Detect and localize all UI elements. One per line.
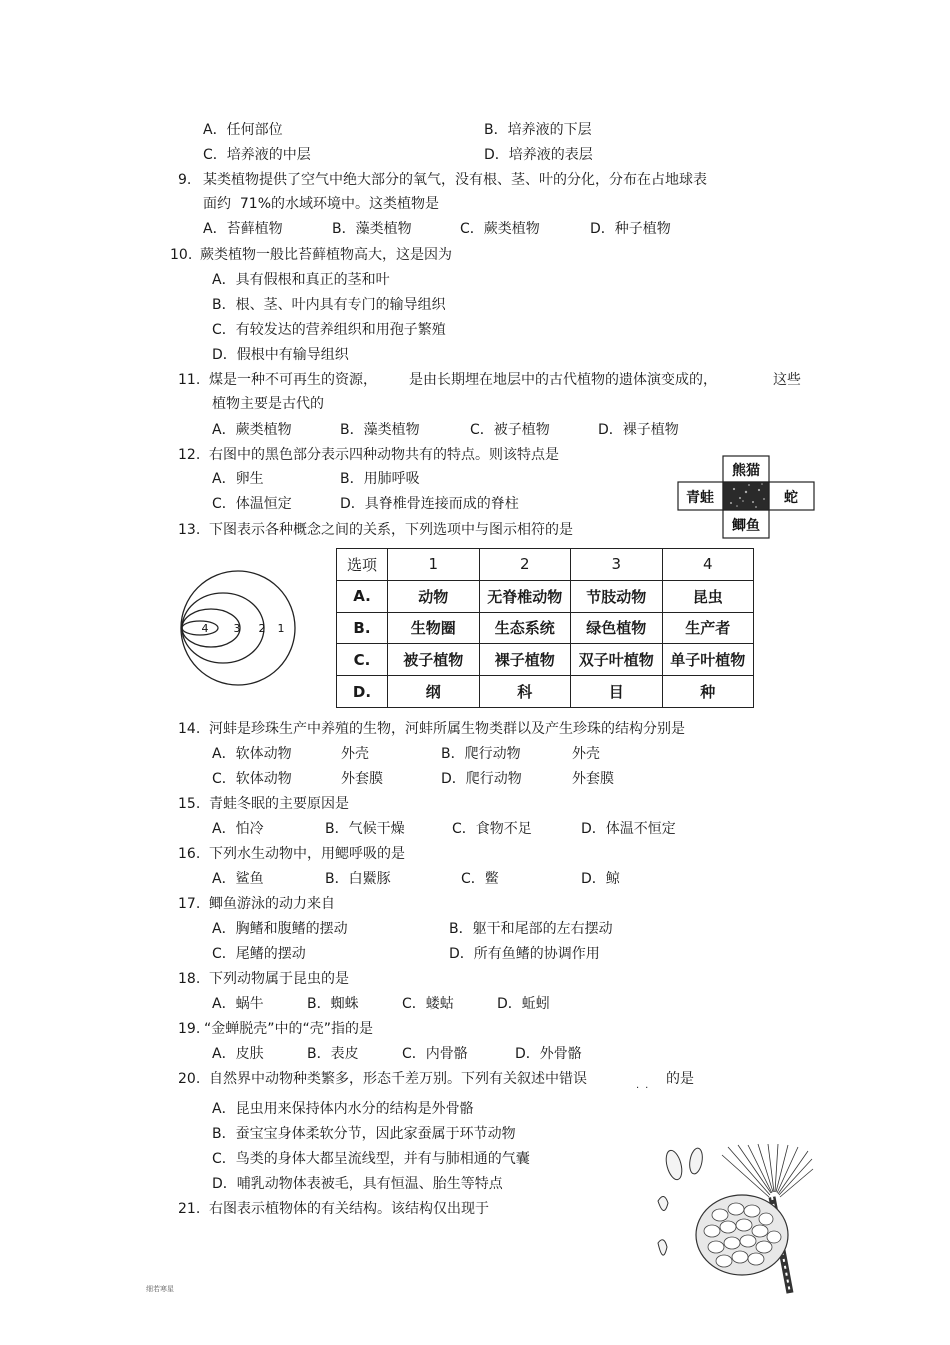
q9-option-b: B．藻类植物 (332, 221, 412, 237)
table-cell: 单子叶植物 (662, 644, 754, 676)
q19-option-c: C．内骨骼 (402, 1046, 468, 1062)
cross-label-top: 熊猫 (732, 463, 760, 479)
q14-option-a: A．软体动物 (212, 746, 292, 762)
table-cell: 无脊椎动物 (479, 580, 571, 612)
table-header-cell: 3 (571, 549, 663, 581)
q15-option-d: D．体温不恒定 (581, 821, 676, 837)
q16-option-b: B．白鱀豚 (325, 871, 391, 887)
q9-number: 9. (178, 172, 192, 188)
q11-option-b: B．藻类植物 (340, 422, 420, 438)
q17-option-a: A．胸鳍和腹鳍的摆动 (212, 921, 348, 937)
q18-option-a: A．蜗牛 (212, 996, 264, 1012)
q13-options-table (336, 548, 754, 708)
q17-number: 17. (178, 896, 201, 912)
q8-option-d: D．培养液的表层 (484, 147, 593, 163)
cross-label-left: 青蛙 (686, 490, 714, 506)
table-header-row (337, 549, 754, 581)
concept-label-3: 3 (233, 622, 241, 635)
table-cell: 裸子植物 (479, 644, 571, 676)
table-cell: 生态系统 (479, 612, 571, 644)
q19-option-d: D．外骨骼 (515, 1046, 582, 1062)
q19-option-b: B．表皮 (307, 1046, 359, 1062)
q18-option-d: D．蚯蚓 (497, 996, 550, 1012)
q15-option-b: B．气候干燥 (325, 821, 405, 837)
q16-number: 16. (178, 846, 201, 862)
q14-stem: 河蚌是珍珠生产中养殖的生物，河蚌所属生物类群以及产生珍珠的结构分别是 (209, 721, 685, 737)
q9-stem-line1: 某类植物提供了空气中绝大部分的氧气，没有根、茎、叶的分化，分布在占地球表 (203, 172, 707, 188)
table-cell: 被子植物 (388, 644, 480, 676)
q19-number: 19. (178, 1021, 201, 1037)
q11-stem-line2: 植物主要是古代的 (212, 396, 324, 412)
table-cell: 纲 (388, 676, 480, 708)
table-cell: 节肢动物 (571, 580, 663, 612)
q8-option-c: C．培养液的中层 (203, 147, 311, 163)
table-cell: 生产者 (662, 612, 754, 644)
q12-option-d: D．具脊椎骨连接而成的脊柱 (340, 496, 519, 512)
q14-option-b: B．爬行动物 (441, 746, 521, 762)
q21-pine-cone-illustration (650, 1143, 815, 1295)
q14-option-a-part: 外壳 (341, 746, 369, 762)
q17-option-b: B．躯干和尾部的左右摆动 (449, 921, 613, 937)
q15-number: 15. (178, 796, 201, 812)
q12-cross-figure (676, 454, 816, 540)
q15-option-c: C．食物不足 (452, 821, 532, 837)
q13-number: 13. (178, 522, 201, 538)
q16-stem: 下列水生动物中，用鳃呼吸的是 (209, 846, 405, 862)
q12-option-b: B．用肺呼吸 (340, 471, 420, 487)
table-cell: 双子叶植物 (571, 644, 663, 676)
q14-option-d: D．爬行动物 (441, 771, 522, 787)
q18-number: 18. (178, 971, 201, 987)
page-footer: 细若寒星 (146, 1285, 174, 1293)
q20-stem-end: 的是 (666, 1071, 694, 1087)
q10-number: 10. (170, 247, 193, 263)
table-row (337, 612, 754, 644)
q18-stem: 下列动物属于昆虫的是 (209, 971, 349, 987)
concept-ellipse-3 (182, 609, 240, 647)
q14-option-d-part: 外套膜 (572, 771, 614, 787)
pine-needles (722, 1144, 813, 1197)
table-header-cell: 2 (479, 549, 571, 581)
q8-option-a: A．任何部位 (203, 122, 283, 138)
q18-option-c: C．蝼蛄 (402, 996, 454, 1012)
q11-stem-part3: 这些 (773, 372, 801, 388)
table-header-cell: 4 (662, 549, 754, 581)
q9-option-a: A．苔藓植物 (203, 221, 283, 237)
q19-stem: “金蝉脱壳”中的“壳”指的是 (204, 1021, 374, 1037)
q20-option-d: D．哺乳动物体表被毛，具有恒温、胎生等特点 (212, 1176, 503, 1192)
q11-stem-part2: 是由长期埋在地层中的古代植物的遗体演变成的， (409, 372, 717, 388)
q15-stem: 青蛙冬眠的主要原因是 (209, 796, 349, 812)
q9-stem-line2: 面约 71%的水域环境中。这类植物是 (203, 196, 440, 212)
q20-option-b: B．蚕宝宝身体柔软分节，因此家蚕属于环节动物 (212, 1126, 516, 1142)
table-cell: 目 (571, 676, 663, 708)
q21-stem: 右图表示植物体的有关结构。该结构仅出现于 (209, 1201, 489, 1217)
q12-stem: 右图中的黑色部分表示四种动物共有的特点。则该特点是 (209, 447, 559, 463)
cross-label-right: 蛇 (784, 490, 798, 506)
q10-option-a: A．具有假根和真正的茎和叶 (212, 272, 390, 288)
q20-option-a: A．昆虫用来保持体内水分的结构是外骨骼 (212, 1101, 474, 1117)
q17-option-d: D．所有鱼鳍的协调作用 (449, 946, 600, 962)
q9-option-d: D．种子植物 (590, 221, 671, 237)
q12-option-a: A．卵生 (212, 471, 264, 487)
q9-option-c: C．蕨类植物 (460, 221, 540, 237)
q14-option-c: C．软体动物 (212, 771, 292, 787)
q16-option-c: C．鳖 (461, 871, 499, 887)
q13-stem: 下图表示各种概念之间的关系，下列选项中与图示相符的是 (209, 522, 573, 538)
q10-stem: 蕨类植物一般比苔藓植物高大，这是因为 (200, 247, 452, 263)
cross-label-bottom: 鲫鱼 (732, 518, 760, 534)
q11-option-a: A．蕨类植物 (212, 422, 292, 438)
q16-option-a: A．鲨鱼 (212, 871, 264, 887)
table-cell: 昆虫 (662, 580, 754, 612)
q20-number: 20. (178, 1071, 201, 1087)
table-cell: C. (337, 644, 388, 676)
q10-option-d: D．假根中有输导组织 (212, 347, 349, 363)
table-cell: A. (337, 580, 388, 612)
table-cell: 生物圈 (388, 612, 480, 644)
q20-emphasis-dots: .. (636, 1080, 655, 1091)
q10-option-c: C．有较发达的营养组织和用孢子繁殖 (212, 322, 446, 338)
table-cell: 科 (479, 676, 571, 708)
q14-option-c-part: 外套膜 (341, 771, 383, 787)
table-row (337, 676, 754, 708)
q14-number: 14. (178, 721, 201, 737)
concept-label-1: 1 (277, 622, 285, 635)
q11-option-c: C．被子植物 (470, 422, 550, 438)
table-header-cell: 1 (388, 549, 480, 581)
q11-stem-part1: 煤是一种不可再生的资源， (209, 372, 377, 388)
q20-option-c: C．鸟类的身体大都呈流线型，并有与肺相通的气囊 (212, 1151, 530, 1167)
table-cell: 绿色植物 (571, 612, 663, 644)
table-header-cell: 选项 (337, 549, 388, 581)
q18-option-b: B．蜘蛛 (307, 996, 359, 1012)
q16-option-d: D．鲸 (581, 871, 620, 887)
q19-option-a: A．皮肤 (212, 1046, 264, 1062)
q14-option-b-part: 外壳 (572, 746, 600, 762)
q20-stem: 自然界中动物种类繁多，形态千差万别。下列有关叙述中错误 (209, 1071, 587, 1087)
concept-ellipse-4 (182, 621, 218, 635)
table-row (337, 580, 754, 612)
q8-option-b: B．培养液的下层 (484, 122, 592, 138)
q12-option-c: C．体温恒定 (212, 496, 292, 512)
q11-number: 11. (178, 372, 201, 388)
concept-ellipse-2 (182, 593, 264, 663)
q17-option-c: C．尾鳍的摆动 (212, 946, 306, 962)
cross-cell-center-black (723, 482, 769, 510)
concept-label-4: 4 (201, 622, 209, 635)
q21-number: 21. (178, 1201, 201, 1217)
q11-option-d: D．裸子植物 (598, 422, 679, 438)
table-row (337, 644, 754, 676)
concept-label-2: 2 (258, 622, 266, 635)
table-cell: B. (337, 612, 388, 644)
table-cell: D. (337, 676, 388, 708)
q12-number: 12. (178, 447, 201, 463)
q15-option-a: A．怕冷 (212, 821, 264, 837)
q10-option-b: B．根、茎、叶内具有专门的输导组织 (212, 297, 446, 313)
table-cell: 种 (662, 676, 754, 708)
table-cell: 动物 (388, 580, 480, 612)
q17-stem: 鲫鱼游泳的动力来自 (209, 896, 335, 912)
q13-concept-diagram (178, 568, 300, 690)
